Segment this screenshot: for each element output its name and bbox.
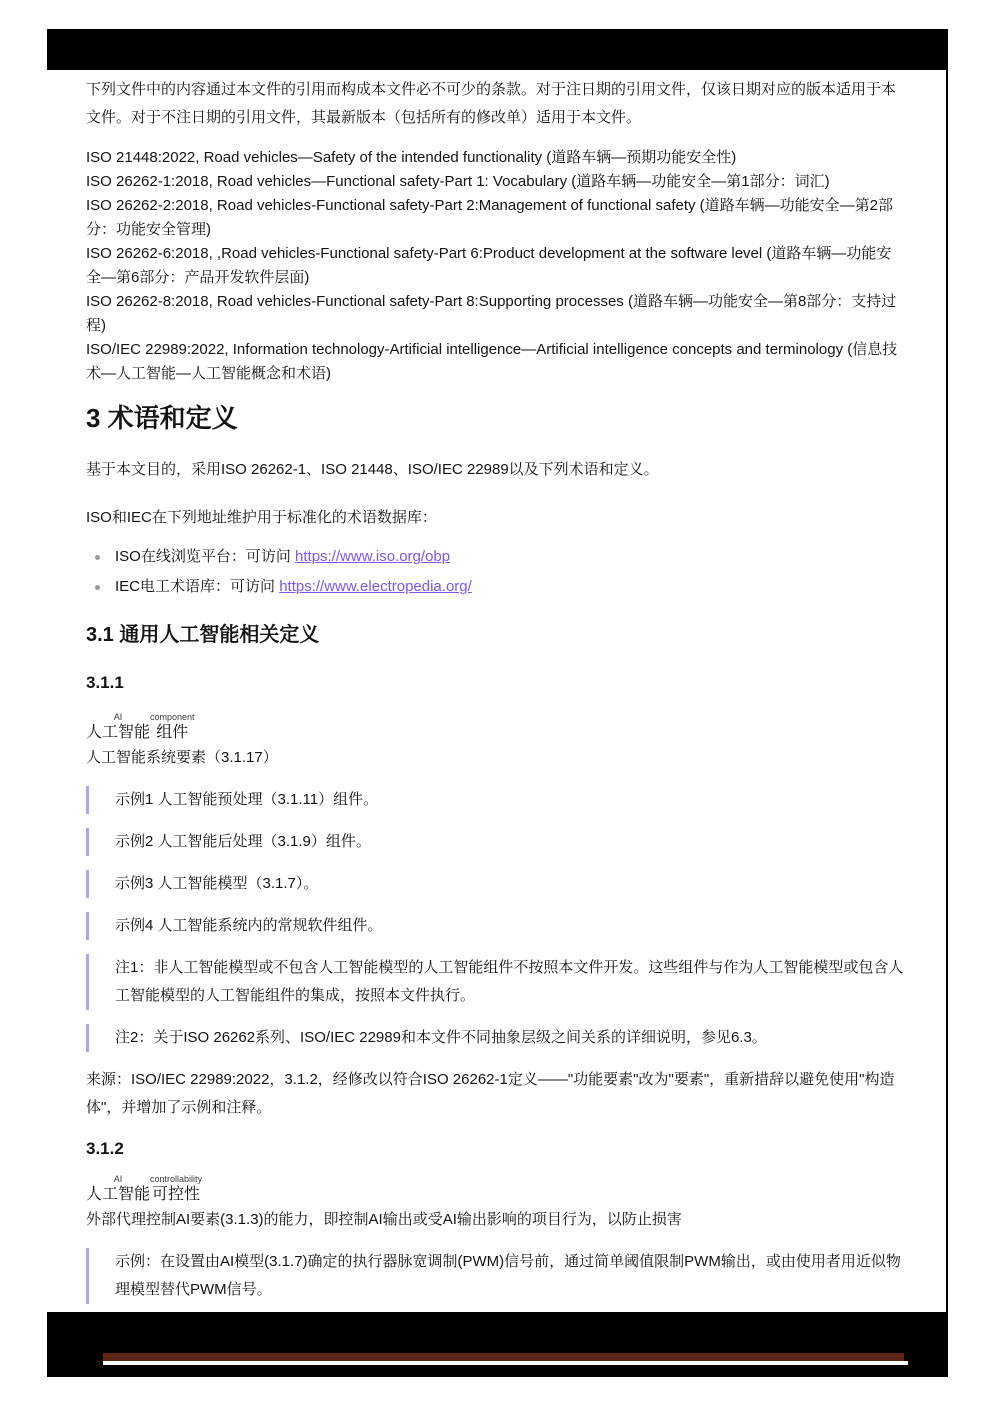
ruby-annotation: AI (113, 1174, 123, 1184)
page-content (86, 70, 906, 1304)
example-block: 示例2 人工智能后处理（3.1.9）组件。 (86, 828, 906, 856)
section-3-paragraph-1: 基于本文目的，采用ISO 26262-1、ISO 21448、ISO/IEC 22989以及下列术语和定义。 (86, 461, 659, 478)
term-segment (86, 712, 150, 744)
footer-rule-red (103, 1353, 904, 1361)
example-block: 示例：在设置由AI模型(3.1.7)确定的执行器脉宽调制(PWM)信号前，通过简单阈值限制PWM输出，或由使用者用近似物理模型替代PWM信号。 (86, 1248, 906, 1304)
term-base-text: 可控性 (152, 1186, 201, 1203)
ruby-annotation: controllability (150, 1174, 203, 1184)
reference-item: ISO 26262-6:2018, ,Road vehicles-Functional safety-Part 6:Product development at the software level (道路车辆—功能安全—第6部分：产品开发软件层面) (86, 245, 892, 286)
term-ai-controllability (86, 1174, 906, 1206)
term-segment (86, 1174, 150, 1206)
normative-references-intro: 下列文件中的内容通过本文件的引用而构成本文件必不可少的条款。对于注日期的引用文件，仅该日期对应的版本适用于本文件。对于不注日期的引用文件，其最新版本（包括所有的修改单）适用于本文件。 (86, 81, 897, 126)
footer-redaction-bar (47, 1312, 948, 1377)
term-definition: 人工智能系统要素（3.1.17） (86, 749, 278, 766)
reference-item: ISO 21448:2022, Road vehicles—Safety of the intended functionality (道路车辆—预期功能安全性) (86, 149, 737, 166)
term-segment (150, 712, 195, 744)
example-block: 示例3 人工智能模型（3.1.7）。 (86, 870, 906, 898)
term-definition: 外部代理控制AI要素(3.1.3)的能力，即控制AI输出或受AI输出影响的项目行为，以防止损害 (86, 1211, 682, 1228)
ruby-annotation: AI (113, 712, 123, 722)
term-segment (150, 1174, 202, 1206)
ruby-annotation: component (150, 712, 195, 722)
iso-obp-link[interactable]: https://www.iso.org/obp (295, 548, 451, 565)
terminology-database-list (86, 542, 906, 602)
electropedia-link[interactable]: https://www.electropedia.org/ (279, 578, 472, 595)
reference-item: ISO 26262-1:2018, Road vehicles—Functional safety-Part 1: Vocabulary (道路车辆—功能安全—第1部分：词汇) (86, 173, 830, 190)
list-item-text: ISO在线浏览平台：可访问 (115, 548, 296, 565)
term-base-text: 人工智能 (86, 724, 151, 741)
note-block: 注1：非人工智能模型或不包含人工智能模型的人工智能组件不按照本文件开发。这些组件与作为人工智能模型或包含人工智能模型的人工智能组件的集成，按照本文件执行。 (86, 954, 906, 1010)
clause-3-1-2-number: 3.1.2 (86, 1139, 124, 1158)
reference-item: ISO/IEC 22989:2022, Information technology-Artificial intelligence—Artificial intelligence concepts and terminology (信息技术—人工智能—人工智能概念和术语) (86, 341, 898, 382)
term-base-text: 组件 (156, 724, 189, 741)
source-statement: 来源：ISO/IEC 22989:2022，3.1.2，经修改以符合ISO 26262-1定义——"功能要素"改为"要素"，重新措辞以避免使用"构造体"，并增加了示例和注释。 (86, 1071, 895, 1116)
page-right-border (946, 70, 948, 1312)
example-block: 示例1 人工智能预处理（3.1.11）组件。 (86, 786, 906, 814)
clause-3-1-1-number: 3.1.1 (86, 673, 124, 692)
example-block: 示例4 人工智能系统内的常规软件组件。 (86, 912, 906, 940)
list-item-text: IEC电工术语库：可访问 (115, 578, 280, 595)
note-block: 注2：关于ISO 26262系列、ISO/IEC 22989和本文件不同抽象层级之间关系的详细说明，参见6.3。 (86, 1024, 906, 1052)
term-ai-component (86, 712, 906, 744)
section-3-paragraph-2: ISO和IEC在下列地址维护用于标准化的术语数据库： (86, 509, 437, 526)
footer-rule-white (103, 1361, 908, 1365)
reference-item: ISO 26262-8:2018, Road vehicles-Functional safety-Part 8:Supporting processes (道路车辆—功能安全—第8部分：支持过程) (86, 293, 897, 334)
list-item-iec-electropedia (86, 572, 906, 602)
section-3-heading: 3 术语和定义 (86, 403, 238, 433)
header-redaction-bar (47, 29, 948, 70)
reference-list (86, 146, 906, 386)
reference-item: ISO 26262-2:2018, Road vehicles-Functional safety-Part 2:Management of functional safety (道路车辆—功能安全—第2部分：功能安全管理) (86, 197, 894, 238)
section-3-1-heading: 3.1 通用人工智能相关定义 (86, 624, 320, 646)
list-item-iso-obp (86, 542, 906, 572)
term-base-text: 人工智能 (86, 1186, 151, 1203)
